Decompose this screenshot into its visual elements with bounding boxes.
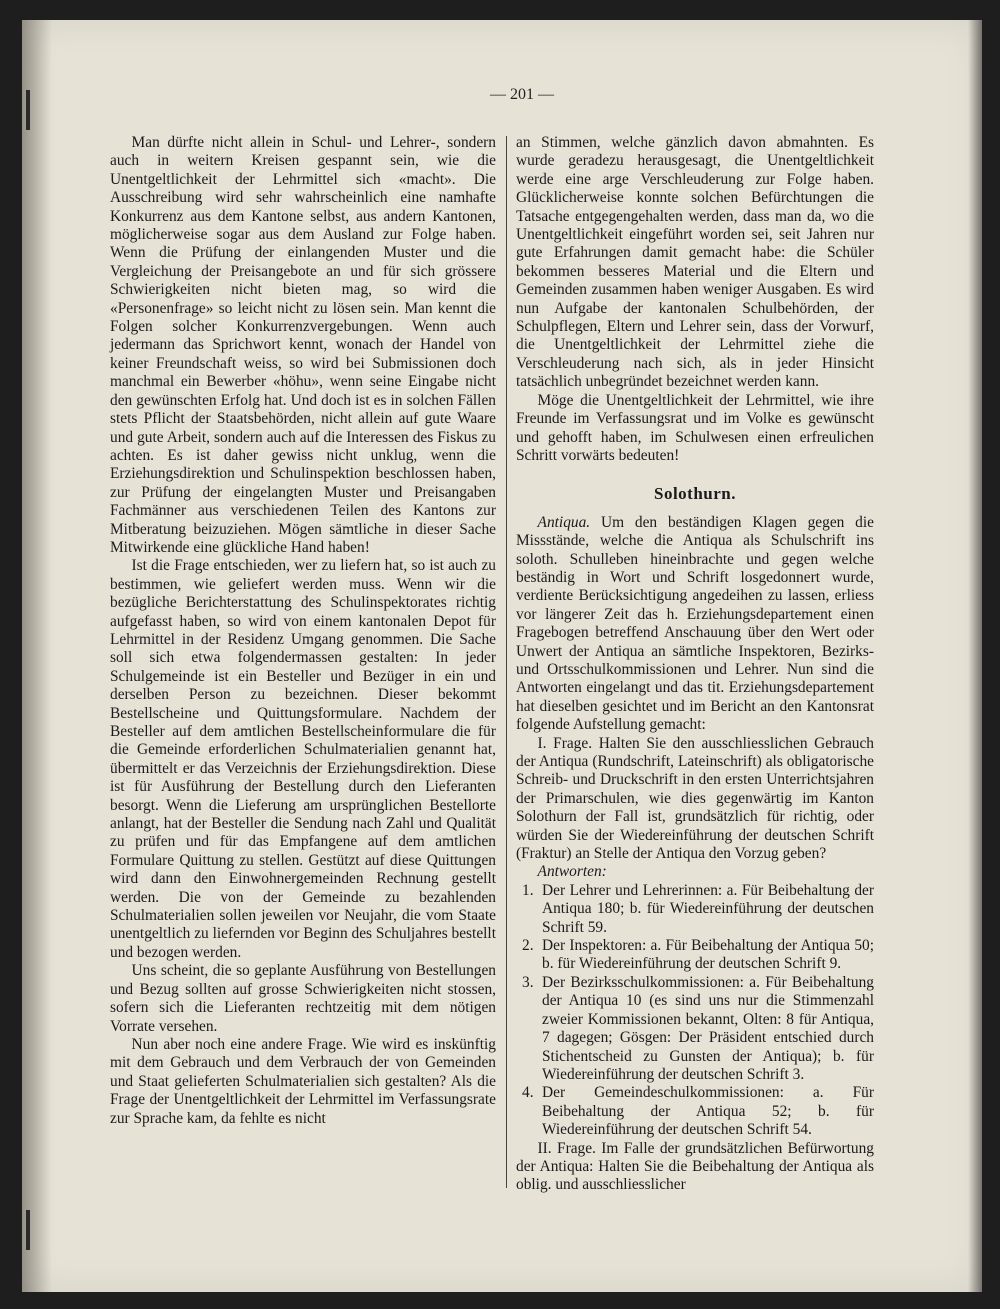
- list-number: 1.: [522, 881, 534, 899]
- list-text: Der Bezirksschulkommissionen: a. Für Beibehaltung der Antiqua 10 (es sind uns nur die Stimmenzahl zweier Kommissionen bekannt, Olten: 8 für Antiqua, 7 dagegen; Gösgen: Der Präsident entschied durch Stichentscheid zu Gunsten der Antiqua); b. für Wiedereinführung der deutschen Schrift 3.: [542, 973, 874, 1083]
- binding-mark-bottom: [26, 1210, 30, 1250]
- question-one: I. Frage. Halten Sie den ausschliesslichen Gebrauch der Antiqua (Rundschrift, Lateinschrift) als obligatorische Schreib- und Druckschrift in den ersten Unterrichtsjahren der Primarschulen, wie dies gegenwärtig im Kanton Solothurn der Fall ist, grundsätzlich für richtig, oder würden Sie der Wiedereinführung der deutschen Schrift (Fraktur) an Stelle der Antiqua den Vorzug geben?: [516, 734, 874, 863]
- list-number: 4.: [522, 1084, 534, 1102]
- list-item: [516, 937, 874, 974]
- left-column: [110, 134, 496, 1128]
- antiqua-label: Antiqua.: [537, 513, 591, 531]
- section-heading: Solothurn.: [654, 484, 736, 504]
- list-text: Der Lehrer und Lehrerinnen: a. Für Beibehaltung der Antiqua 180; b. für Wiedereinführung der deutschen Schrift 59.: [542, 881, 874, 936]
- answers-label-line: [516, 863, 874, 881]
- answers-list: [516, 882, 874, 1140]
- right-column: [516, 134, 874, 1195]
- list-number: 3.: [522, 973, 534, 991]
- question-two: II. Frage. Im Falle der grundsätzlichen Befürwortung der Antiqua: Halten Sie die Beibehaltung der Antiqua als oblig. und ausschliesslicher: [516, 1139, 874, 1194]
- list-item: [516, 882, 874, 937]
- paragraph: an Stimmen, welche gänzlich davon abmahnten. Es wurde geradezu herausgesagt, die Unentgeltlichkeit werde eine arge Verschleuderung zur Folge haben. Glücklicherweise konnte solchen Befürchtungen die Tatsache entgegengehalten werden, dass man da, wo die Unentgeltlichkeit eingeführt worden sei, seit Jahren nur gute Erfahrungen damit gemacht habe: die Schüler bekommen besseres Material und die Eltern und Gemeinden zusammen haben weniger Ausgaben. Es wird nun Aufgabe der kantonalen Schulbehörden, der Schulpflegen, Eltern und Lehrer sein, dass der Vorwurf, die Unentgeltlichkeit der Lehrmittel ziehe die Verschleuderung nach sich, als in jeder Hinsicht tatsächlich unbegründet bezeichnet werden kann.: [516, 134, 874, 391]
- gutter-shadow: [22, 20, 52, 1292]
- book-page: [22, 20, 982, 1292]
- list-text: Der Inspektoren: a. Für Beibehaltung der Antiqua 50; b. für Wiedereinführung der deutschen Schrift 9.: [542, 937, 874, 973]
- answers-label: Antworten:: [537, 863, 607, 881]
- page-number: — 201 —: [490, 86, 554, 103]
- list-number: 2.: [522, 937, 534, 955]
- list-item: [516, 1084, 874, 1139]
- paragraph: Uns scheint, die so geplante Ausführung von Bestellungen und Bezug sollten auf grosse Schwierigkeiten nicht stossen, sofern sich die Lieferanten rechtzeitig mit dem nötigen Vorrate versehen.: [110, 962, 496, 1035]
- list-text: Der Gemeindeschulkommissionen: a. Für Beibehaltung der Antiqua 52; b. für Wiedereinführung der deutschen Schrift 54.: [542, 1084, 874, 1139]
- antiqua-text: Um den beständigen Klagen gegen die Missstände, welche die Antiqua als Schulschrift ins soloth. Schulleben hineinbrachte und gegen welche beständig in Wort und Schrift losgedonnert wurde, verdiente Berücksichtigung angedeihen zu lassen, erliess vor längerer Zeit das h. Erziehungsdepartement einen Fragebogen betreffend Anschauung über den Wert oder Unwert der Antiqua an sämtliche Inspektoren, Bezirks- und Ortsschulkommissionen und Lehrer. Nun sind die Antworten eingelangt und das tit. Erziehungsdepartement hat dieselben gesichtet und im Bericht an den Kantonsrat folgende Aufstellung gemacht:: [516, 513, 874, 734]
- antiqua-paragraph: [516, 514, 874, 735]
- paragraph: Nun aber noch eine andere Frage. Wie wird es inskünftig mit dem Gebrauch und dem Verbrauch der von Gemeinden und Staat gelieferten Schulmaterialien sich gestalten? Als die Frage der Unentgeltlichkeit der Lehrmittel im Verfassungsrate zur Sprache kam, da fehlte es nicht: [110, 1035, 496, 1127]
- list-item: [516, 974, 874, 1084]
- paragraph: Möge die Unentgeltlichkeit der Lehrmittel, wie ihre Freunde im Verfassungsrat und im Volke es gewünscht und gehofft haben, im Schulwesen einen erfreulichen Schritt vorwärts bedeuten!: [516, 391, 874, 464]
- paragraph: Man dürfte nicht allein in Schul- und Lehrer-, sondern auch in weitern Kreisen gespannt sein, wie die Unentgeltlichkeit der Lehrmittel sich «macht». Die Ausschreibung wird sehr wahrscheinlich eine namhafte Konkurrenz aus dem Kantone selbst, aus andern Kantonen, möglicherweise sogar aus dem Ausland zur Folge haben. Wenn die Prüfung der einlangenden Muster und die Vergleichung der Preisangebote an und für sich grössere Schwierigkeiten nicht bieten mag, so wird die «Personenfrage» so leicht nicht zu lösen sein. Man kennt die Folgen solcher Konkurrenzvergebungen. Wenn auch jedermann das Sprichwort kennt, wonach der Handel von keiner Freundschaft weiss, so wird bei Submissionen doch manchmal ein Bewerber «höhu», wenn seine Eingabe nicht den gewünschten Erfolg hat. Und doch ist es in solchen Fällen stets Pflicht der Staatsbehörden, nicht allein auf gute Waare und gute Arbeit, sondern auch auf die Interessen des Fiskus zu achten. Es ist daher gewiss nicht unklug, wenn die Erziehungsdirektion und Schulinspektion beschlossen haben, zur Prüfung der eingelangten Muster und Preisangaben Fachmänner aus verschiedenen Teilen des Kantons zur Mitberatung beizuziehen. Mögen sämtliche in dieser Sache Mitwirkende eine glückliche Hand haben!: [110, 134, 496, 556]
- column-rule: [506, 136, 507, 1188]
- paragraph: Ist die Frage entschieden, wer zu liefern hat, so ist auch zu bestimmen, wie geliefert werden muss. Wenn wir die bezügliche Berichterstattung des Schulinspektorates richtig aufgefasst haben, so wird von einem kantonalen Depot für Lehrmittel in der Residenz Umgang genommen. Die Sache soll sich etwa folgendermassen gestalten: In jeder Schulgemeinde ist ein Besteller und Bezüger in ein und derselben Person zu bezeichnen. Dieser bekommt Bestellscheine und Quittungsformulare. Nachdem der Besteller auf dem amtlichen Bestellscheinformulare die für die Gemeinde erforderlichen Schulmaterialien genannt hat, übermittelt er das Verzeichnis der Erziehungsdirektion. Diese ist für Ausführung der Bestellung durch den Lieferanten besorgt. Wenn die Lieferung am ursprünglichen Bestellorte anlangt, hat der Besteller die Sendung nach Zahl und Qualität zu prüfen und für das Empfangene auf dem amtlichen Formulare Quittung zu stellen. Gestützt auf diese Quittungen wird dann den Einwohnergemeinden Rechnung gestellt werden. Die von der Gemeinde zu bezahlenden Schulmaterialien sollen jeweilen vor Neujahr, die vom Staate unentgeltlich zu liefernden vor Beginn des Schuljahres bestellt und bezogen werden.: [110, 557, 496, 961]
- binding-mark-top: [26, 90, 30, 130]
- page-edge-shadow: [968, 20, 982, 1292]
